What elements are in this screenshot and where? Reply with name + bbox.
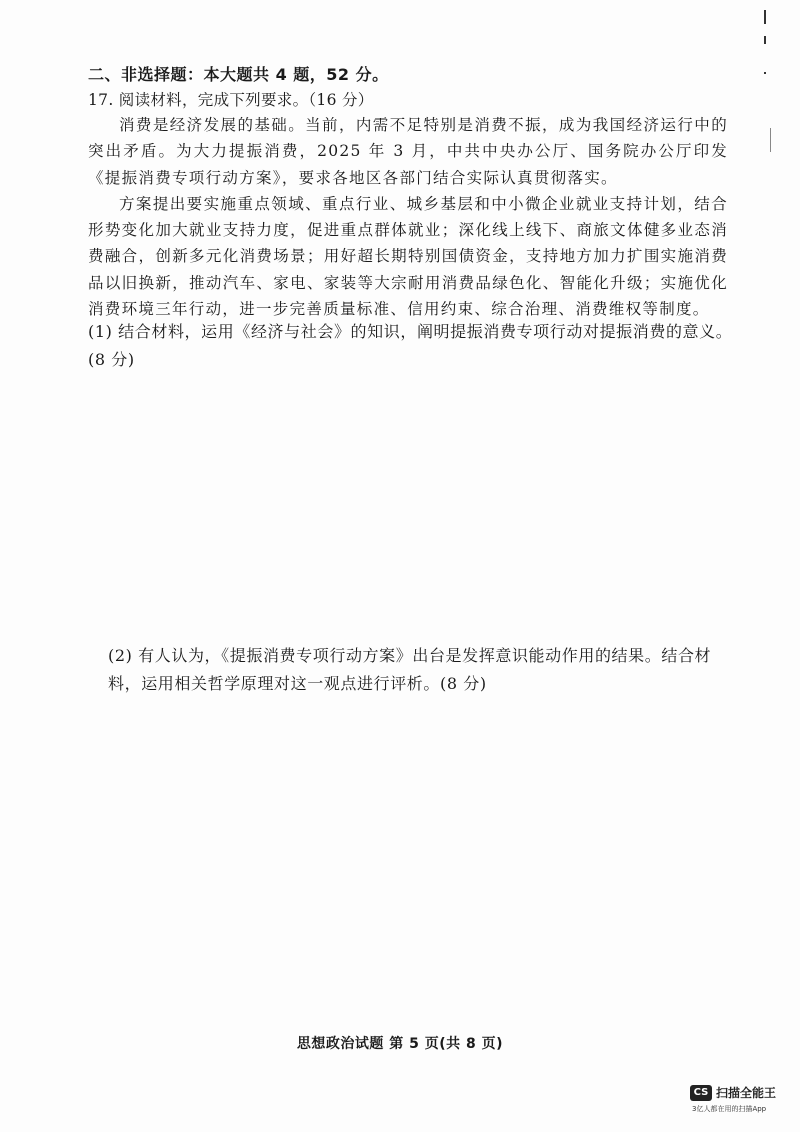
camscanner-logo-icon: CS [690,1085,712,1101]
watermark-tagline: 3亿人都在用的扫描App [692,1105,767,1113]
question-17-material [88,112,728,322]
sub-question-1-score: (8 分) [88,350,135,369]
section-heading: 二、非选择题：本大题共 4 题，52 分。 [88,65,389,84]
scan-edge-mark [764,72,766,74]
scan-edge-mark [764,10,766,24]
material-paragraph-2: 方案提出要实施重点领域、重点行业、城乡基层和中小微企业就业支持计划，结合形势变化加大就业支持力度，促进重点群体就业；深化线上线下、商旅文体健多业态消费融合，创新多元化消费场景；用好超长期特别国债资金，支持地方加力扩围实施消费品以旧换新，推动汽车、家电、家装等大宗耐用消费品绿色化、智能化升级；实施优化消费环境三年行动，进一步完善质量标准、信用约束、综合治理、消费维权等制度。 [88,194,728,319]
sub-question-2-text: (2) 有人认为，《提振消费专项行动方案》出台是发挥意识能动作用的结果。结合材料，运用相关哲学原理对这一观点进行评析。(8 分) [108,646,712,693]
page-footer: 思想政治试题 第 5 页(共 8 页) [296,1036,504,1052]
watermark-app-name: 扫描全能王 [716,1086,777,1100]
scanner-watermark [690,1084,790,1114]
sub-question-2 [108,642,738,698]
scan-edge-mark [770,128,771,152]
material-paragraph-1: 消费是经济发展的基础。当前，内需不足特别是消费不振，成为我国经济运行中的突出矛盾。为大力提振消费，2025 年 3 月，中共中央办公厅、国务院办公厅印发《提振消费专项行动方案》，要求各地区各部门结合实际认真贯彻落实。 [88,116,728,187]
scan-edge-mark [764,36,766,44]
sub-question-1-text: (1) 结合材料，运用《经济与社会》的知识，阐明提振消费专项行动对提振消费的意义。 [88,322,733,341]
sub-question-1 [88,318,738,374]
question-17-title: 17. 阅读材料，完成下列要求。（16 分） [88,91,374,109]
